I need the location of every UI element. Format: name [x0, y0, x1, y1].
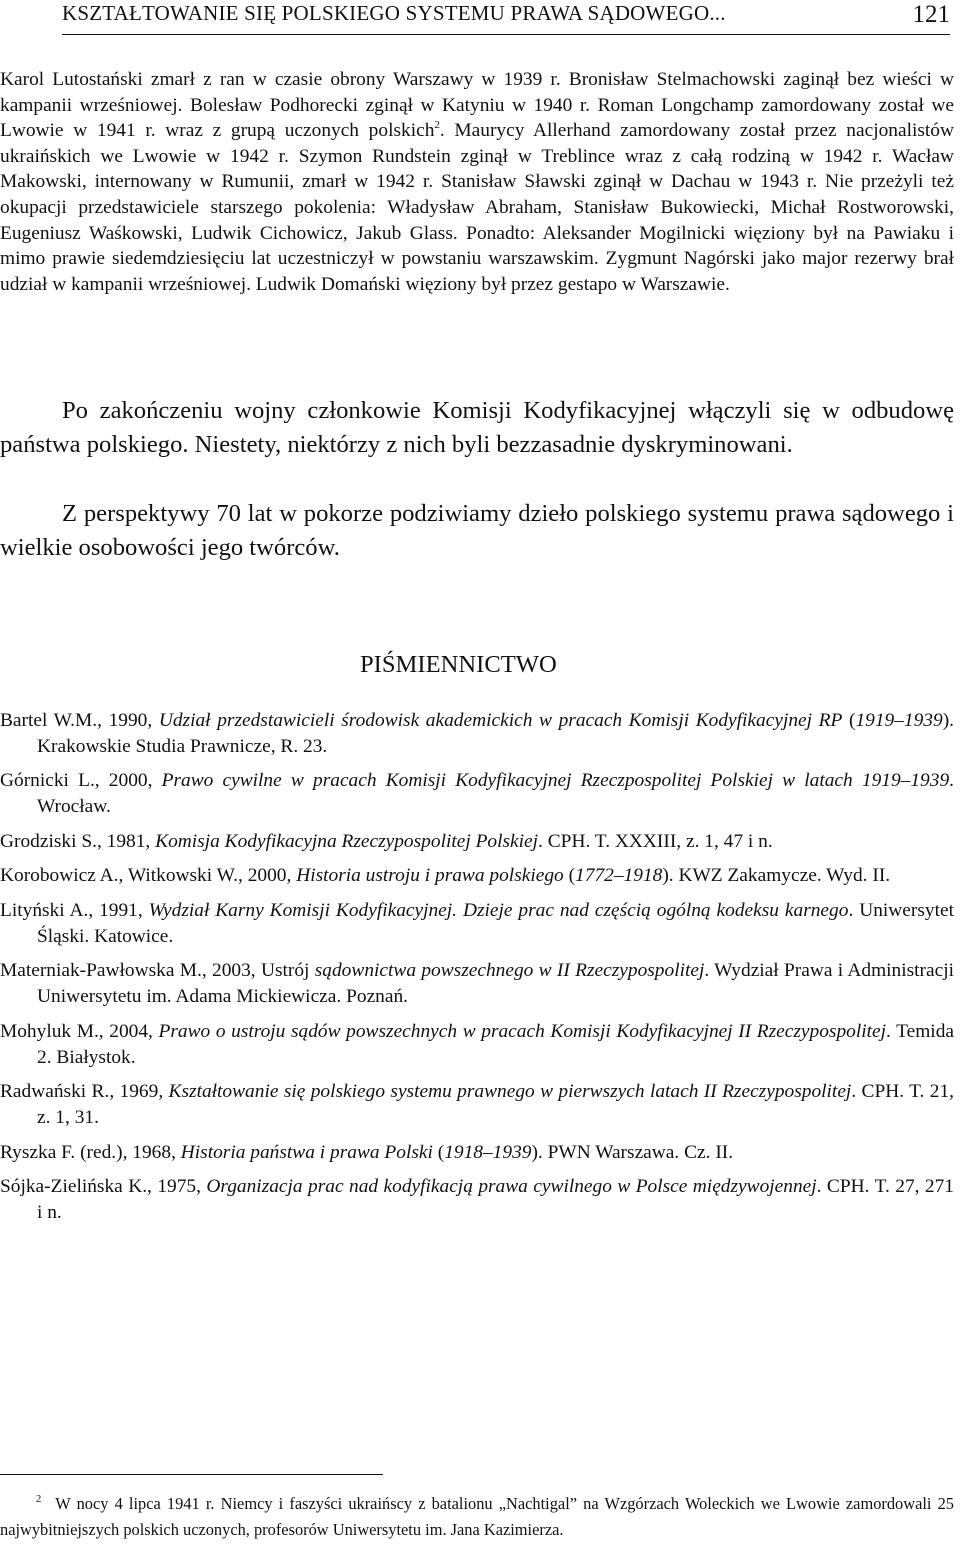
bibliography-entry	[0, 1079, 954, 1131]
entry-title-years: 1772–1918	[575, 865, 663, 887]
running-title: KSZTAŁTOWANIE SIĘ POLSKIEGO SYSTEMU PRAWA SĄDOWEGO...	[62, 1, 726, 25]
bibliography-list	[0, 708, 954, 1235]
entry-author: Materniak-Pawłowska M., 2003, Ustrój	[0, 960, 315, 982]
bibliography-entry	[0, 1019, 954, 1071]
closing-paragraph: Z perspektywy 70 lat w pokorze podziwiamy dzieło polskiego systemu prawa sądowego i wielkie osobowości jego twórców.	[0, 500, 954, 562]
entry-author: Górnicki L., 2000,	[0, 770, 162, 792]
entry-author: Sójka-Zielińska K., 1975,	[0, 1176, 207, 1198]
entry-publication: . Temida 2. Białystok.	[37, 1020, 954, 1068]
footnote-marker: 2	[36, 1494, 42, 1505]
entry-title: Historia państwa i prawa Polski	[180, 1141, 433, 1163]
footnote	[0, 1491, 954, 1542]
entry-publication: ). KWZ Zakamycze. Wyd. II.	[662, 865, 891, 887]
entry-punct: (	[563, 865, 576, 887]
entry-author: Ryszka F. (red.), 1968,	[0, 1141, 181, 1163]
entry-publication: ). Krakowskie Studia Prawnicze, R. 23.	[37, 710, 955, 757]
entry-title-years: 1919–1939	[855, 710, 943, 731]
entry-author: Mohyluk M., 2004,	[0, 1020, 159, 1042]
page-number: 121	[912, 1, 950, 28]
entry-publication: . CPH. T. 21, z. 1, 31.	[37, 1081, 954, 1128]
footnote-reference[interactable]: 2	[434, 119, 440, 132]
bibliography-entry	[0, 1140, 954, 1166]
footnote-separator	[0, 1474, 383, 1475]
entry-title: sądownictwa powszechnego w II Rzeczypospolitej	[314, 960, 705, 982]
entry-title: Prawo o ustroju sądów powszechnych w pracach Komisji Kodyfikacyjnej II Rzeczypospolitej	[158, 1020, 887, 1042]
entry-title: Historia ustroju i prawa polskiego	[296, 865, 564, 887]
entry-publication: . CPH. T. XXXIII, z. 1, 47 i n.	[538, 830, 773, 852]
bibliography-entry	[0, 898, 954, 950]
bibliography-entry	[0, 829, 954, 855]
entry-title: Udział przedstawicieli środowisk akademickich w pracach Komisji Kodyfikacyjnej RP	[158, 710, 843, 731]
entry-title: Prawo cywilne w pracach Komisji Kodyfikacyjnej Rzeczpospolitej Polskiej w latach 1919–1939	[161, 770, 950, 792]
entry-title: Komisja Kodyfikacyjna Rzeczypospolitej Polskiej	[155, 830, 539, 852]
bibliography-heading: PIŚMIENNICTWO	[360, 651, 557, 678]
footnote-text: W nocy 4 lipca 1941 r. Niemcy i faszyści ukraińscy z batalionu „Nachtigal” na Wzgórzach Woleckich we Lwowie zamordowali 25 najwybitniejszych polskich uczonych, profesorów Uniwersytetu im. Jana Kazimierza.	[0, 1494, 954, 1539]
bibliography-entry	[0, 768, 954, 820]
entry-publication: ). PWN Warszawa. Cz. II.	[531, 1141, 734, 1163]
page-header	[62, 0, 950, 35]
bibliography-entry	[0, 708, 954, 760]
entry-author: Grodziski S., 1981,	[0, 830, 156, 852]
entry-publication: . CPH. T. 27, 271 i n.	[37, 1176, 954, 1223]
entry-publication: . Uniwersytet Śląski. Katowice.	[37, 899, 954, 947]
entry-publication: . Wydział Prawa i Administracji Uniwersytetu im. Adama Mickiewicza. Poznań.	[37, 960, 955, 1008]
bibliography-entry	[0, 863, 954, 889]
entry-title-years: 1918–1939	[444, 1141, 532, 1163]
entry-publication: . Wrocław.	[37, 770, 955, 818]
closing-paragraph: Po zakończeniu wojny członkowie Komisji Kodyfikacyjnej włączyli się w odbudowę państwa polskiego. Niestety, niektórzy z nich byli bezzasadnie dyskryminowani.	[0, 397, 954, 459]
entry-punct: (	[842, 710, 856, 731]
entry-author: Bartel W.M., 1990,	[0, 710, 159, 731]
entry-title: Organizacja prac nad kodyfikacją prawa cywilnego w Polsce międzywojennej	[206, 1176, 817, 1198]
entry-title: Kształtowanie się polskiego systemu prawnego w pierwszych latach II Rzeczypospolitej	[168, 1081, 852, 1103]
body-text-part-a: Karol Lutostański zmarł z ran w czasie obrony Warszawy w 1939 r. Bronisław Stelmachowski zaginął bez wieści w kampanii wrześniowej. Bolesław Podhorecki zginął w Katyniu w 1940 r. Roman Longchamp zamordowany został we Lwowie w 1941 r. wraz z grupą uczonych polskich	[0, 69, 954, 142]
body-paragraph	[0, 67, 954, 297]
bibliography-entry	[0, 1174, 954, 1226]
entry-punct: (	[432, 1141, 445, 1163]
entry-title: Wydział Karny Komisji Kodyfikacyjnej. Dzieje prac nad częścią ogólną kodeksu karnego	[148, 899, 849, 921]
entry-author: Korobowicz A., Witkowski W., 2000,	[0, 865, 297, 887]
bibliography-entry	[0, 958, 954, 1010]
entry-author: Radwański R., 1969,	[0, 1081, 169, 1103]
body-text-part-b: . Maurycy Allerhand zamordowany został przez nacjonalistów ukraińskich we Lwowie w 1942 r. Szymon Rundstein zginął w Treblince wraz z całą rodziną w 1942 r. Wacław Makowski, internowany w Rumunii, zmarł w 1942 r. Stanisław Sławski zginął w Dachau w 1943 r. Nie przeżyli też okupacji przedstawiciele starszego pokolenia: Władysław Abraham, Stanisław Bukowiecki, Michał Rostworowski, Eugeniusz Waśkowski, Ludwik Cichowicz, Jakub Glass. Ponadto: Aleksander Mogilnicki więziony był na Pawiaku i mimo prawie siedemdziesięciu lat uczestniczył w powstaniu warszawskim. Zygmunt Nagórski jako major rezerwy brał udział w kampanii wrześniowej. Ludwik Domański więziony był przez gestapo w Warszawie.	[0, 120, 955, 295]
entry-author: Lityński A., 1991,	[0, 899, 149, 921]
